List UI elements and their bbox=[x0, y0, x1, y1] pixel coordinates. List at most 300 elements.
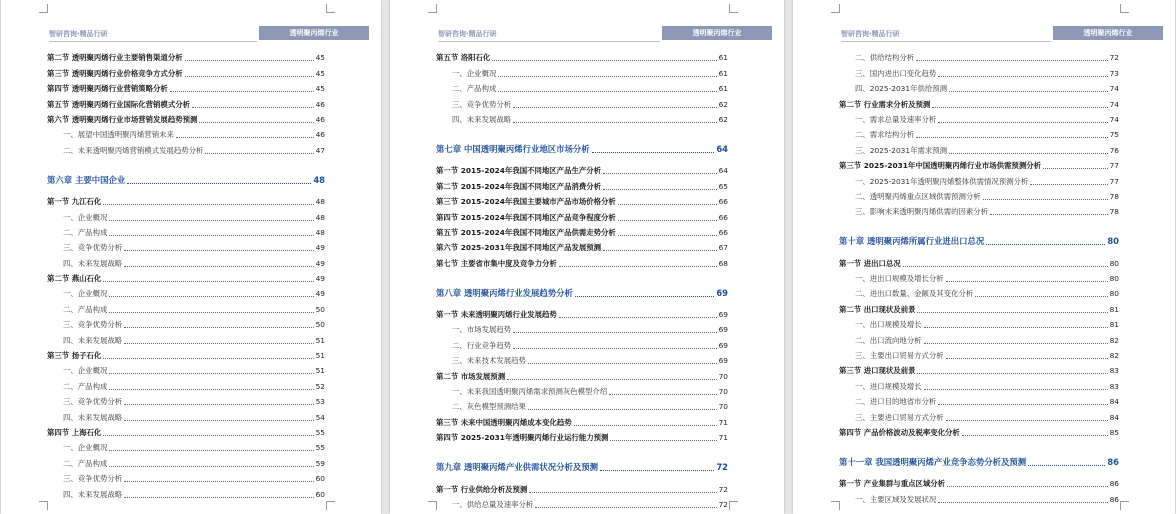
toc-page-number: 49 bbox=[315, 289, 325, 299]
toc-section-link[interactable] bbox=[47, 346, 325, 361]
dot-leader bbox=[917, 312, 1107, 313]
toc-subsection-link[interactable] bbox=[839, 125, 1119, 140]
toc-subsection-link[interactable] bbox=[839, 376, 1119, 391]
dot-leader bbox=[938, 502, 1107, 503]
dot-leader bbox=[917, 373, 1107, 374]
toc-page-number: 77 bbox=[1109, 161, 1119, 171]
dot-leader bbox=[603, 173, 717, 174]
toc-subsection-link[interactable] bbox=[47, 140, 325, 155]
dot-leader bbox=[109, 296, 313, 297]
toc-chapter-link[interactable] bbox=[436, 451, 728, 473]
toc-entry-title: 第一节 行业供给分析及预测 bbox=[436, 484, 528, 494]
table-of-contents bbox=[436, 48, 728, 510]
toc-entry-title: 第三节 进口现状及前景 bbox=[839, 366, 916, 376]
toc-entry-title: 一、企业概况 bbox=[63, 366, 108, 376]
toc-section-link[interactable] bbox=[47, 110, 325, 125]
dot-leader bbox=[535, 507, 716, 508]
toc-subsection-link[interactable] bbox=[436, 495, 728, 510]
toc-page-number: 86 bbox=[1109, 479, 1119, 489]
toc-subsection-link[interactable] bbox=[47, 361, 325, 376]
dot-leader bbox=[109, 389, 313, 390]
toc-entry-title: 一、企业概况 bbox=[63, 289, 108, 299]
toc-entry-title: 第六节 透明聚丙烯行业市场营销发展趋势预测 bbox=[47, 114, 198, 124]
toc-entry-title: 第三节 扬子石化 bbox=[47, 351, 102, 361]
toc-entry-title: 第二节 燕山石化 bbox=[47, 274, 102, 284]
toc-subsection-link[interactable] bbox=[839, 315, 1119, 330]
toc-entry-title: 第七章 中国透明聚丙烯行业地区市场分析 bbox=[436, 143, 590, 154]
toc-entry-title: 第六节 2025-2031年我国不同地区产品发展预测 bbox=[436, 243, 602, 253]
toc-entry-title: 一、企业概况 bbox=[63, 212, 108, 222]
toc-subsection-link[interactable] bbox=[839, 346, 1119, 361]
toc-subsection-link[interactable] bbox=[839, 330, 1119, 345]
toc-page-number: 48 bbox=[315, 227, 325, 237]
header-brand: 智研咨询·精品行研 bbox=[438, 30, 497, 38]
dot-leader bbox=[109, 312, 313, 313]
toc-page-number: 82 bbox=[1109, 335, 1119, 345]
toc-chapter-link[interactable] bbox=[436, 133, 728, 155]
toc-page-number: 50 bbox=[315, 304, 325, 314]
toc-section-link[interactable] bbox=[436, 223, 728, 238]
toc-entry-title: 第五节 洛阳石化 bbox=[436, 53, 491, 63]
dot-leader bbox=[962, 435, 1108, 436]
toc-page-number: 47 bbox=[315, 145, 325, 155]
dot-leader bbox=[170, 91, 314, 92]
toc-entry-title: 第五节 2015-2024年我国不同地区产品供需走势分析 bbox=[436, 227, 616, 237]
toc-entry-title: 一、供给总量及速率分析 bbox=[452, 499, 534, 509]
header-industry-tag: 透明聚丙烯行业 bbox=[1053, 26, 1163, 40]
toc-subsection-link[interactable] bbox=[47, 299, 325, 314]
header-industry-tag: 透明聚丙烯行业 bbox=[662, 26, 772, 40]
toc-subsection-link[interactable] bbox=[839, 284, 1119, 299]
toc-entry-title: 三、竞争优势分析 bbox=[63, 474, 123, 484]
toc-page-number: 81 bbox=[1109, 320, 1119, 330]
toc-subsection-link[interactable] bbox=[839, 407, 1119, 422]
toc-entry-title: 一、需求总量及速率分析 bbox=[855, 114, 937, 124]
toc-page-number: 46 bbox=[315, 114, 325, 124]
toc-subsection-link[interactable] bbox=[47, 207, 325, 222]
toc-page-number: 50 bbox=[315, 320, 325, 330]
dot-leader bbox=[924, 389, 1108, 390]
dot-leader bbox=[903, 266, 1108, 267]
toc-page-number: 84 bbox=[1109, 397, 1119, 407]
dot-leader bbox=[192, 107, 314, 108]
toc-entry-title: 一、进口规模及增长 bbox=[855, 381, 922, 391]
toc-subsection-link[interactable] bbox=[839, 48, 1119, 63]
document-page-2 bbox=[390, 0, 784, 514]
dot-leader bbox=[949, 91, 1108, 92]
toc-page-number: 49 bbox=[315, 258, 325, 268]
toc-entry-title: 第四节 上海石化 bbox=[47, 427, 102, 437]
toc-page-number: 54 bbox=[315, 412, 325, 422]
toc-entry-title: 第四节 产品价格波动及税率变化分析 bbox=[839, 427, 960, 437]
toc-page-number: 72 bbox=[1109, 53, 1119, 63]
toc-section-link[interactable] bbox=[839, 474, 1119, 489]
toc-page-number: 55 bbox=[315, 427, 325, 437]
toc-entry-title: 一、主要区域及发展状况 bbox=[855, 494, 937, 504]
toc-section-link[interactable] bbox=[47, 48, 325, 63]
toc-section-link[interactable] bbox=[839, 156, 1119, 171]
toc-page-number: 66 bbox=[718, 212, 728, 222]
toc-page-number: 69 bbox=[718, 310, 728, 320]
dot-leader bbox=[1030, 184, 1107, 185]
dot-leader bbox=[513, 107, 716, 108]
dot-leader bbox=[559, 266, 717, 267]
toc-entry-title: 第十一章 我国透明聚丙烯产业竞争态势分析及预测 bbox=[839, 456, 1027, 467]
toc-section-link[interactable] bbox=[839, 253, 1119, 268]
toc-subsection-link[interactable] bbox=[436, 335, 728, 350]
toc-entry-title: 二、供给结构分析 bbox=[855, 53, 915, 63]
toc-page-number: 80 bbox=[1109, 289, 1119, 299]
toc-page-number: 55 bbox=[315, 443, 325, 453]
toc-entry-title: 三、竞争优势分析 bbox=[63, 397, 123, 407]
toc-page-number: 82 bbox=[1109, 351, 1119, 361]
toc-subsection-link[interactable] bbox=[436, 397, 728, 412]
dot-leader bbox=[199, 122, 313, 123]
dot-leader bbox=[109, 220, 313, 221]
dot-leader bbox=[600, 470, 714, 471]
toc-chapter-link[interactable] bbox=[839, 225, 1119, 247]
dot-leader bbox=[103, 281, 313, 282]
toc-subsection-link[interactable] bbox=[839, 140, 1119, 155]
dot-leader bbox=[618, 220, 717, 221]
dot-leader bbox=[176, 137, 314, 138]
toc-entry-title: 二、产品构成 bbox=[63, 458, 108, 468]
page-header bbox=[11, 26, 369, 42]
toc-entry-title: 四、未来发展战略 bbox=[63, 489, 123, 499]
toc-page-number: 85 bbox=[1109, 427, 1119, 437]
toc-page-number: 64 bbox=[718, 166, 728, 176]
toc-entry-title: 第八章 透明聚丙烯行业发展趋势分析 bbox=[436, 287, 573, 298]
toc-subsection-link[interactable] bbox=[47, 315, 325, 330]
page-header bbox=[400, 26, 772, 42]
toc-subsection-link[interactable] bbox=[47, 376, 325, 391]
crop-mark bbox=[1120, 4, 1129, 13]
toc-entry-title: 四、未来发展战略 bbox=[63, 258, 123, 268]
toc-page-number: 65 bbox=[718, 181, 728, 191]
toc-subsection-link[interactable] bbox=[47, 392, 325, 407]
toc-subsection-link[interactable] bbox=[436, 382, 728, 397]
toc-entry-title: 第四节 透明聚丙烯行业营销策略分析 bbox=[47, 84, 168, 94]
dot-leader bbox=[946, 358, 1108, 359]
toc-entry-title: 第四节 2025-2031年透明聚丙烯行业运行能力预测 bbox=[436, 433, 609, 443]
dot-leader bbox=[185, 76, 314, 77]
toc-entry-title: 三、竞争优势分析 bbox=[452, 99, 512, 109]
toc-subsection-link[interactable] bbox=[47, 253, 325, 268]
toc-entry-title: 一、未来我国透明聚丙烯需求预测灰色模型介绍 bbox=[452, 387, 608, 397]
toc-entry-title: 二、进口目的地省市分析 bbox=[855, 397, 937, 407]
dot-leader bbox=[507, 379, 717, 380]
toc-subsection-link[interactable] bbox=[47, 223, 325, 238]
dot-leader bbox=[983, 199, 1108, 200]
toc-entry-title: 第三节 未来中国透明聚丙烯成本变化趋势 bbox=[436, 417, 572, 427]
toc-section-link[interactable] bbox=[839, 299, 1119, 314]
dot-leader bbox=[185, 60, 314, 61]
toc-page-number: 78 bbox=[1109, 191, 1119, 201]
dot-leader bbox=[1028, 465, 1105, 466]
toc-page-number: 72 bbox=[718, 484, 728, 494]
toc-page-number: 66 bbox=[718, 197, 728, 207]
toc-entry-title: 一、进出口规模及增长分析 bbox=[855, 274, 944, 284]
toc-entry-title: 二、未来透明聚丙烯营销模式发展趋势分析 bbox=[63, 145, 204, 155]
toc-page-number: 69 bbox=[718, 356, 728, 366]
dot-leader bbox=[1043, 168, 1108, 169]
document-page-1 bbox=[1, 0, 381, 514]
toc-entry-title: 二、行业竞争趋势 bbox=[452, 340, 512, 350]
crop-mark bbox=[729, 4, 738, 13]
toc-page-number: 66 bbox=[718, 227, 728, 237]
toc-subsection-link[interactable] bbox=[436, 110, 728, 125]
toc-section-link[interactable] bbox=[436, 207, 728, 222]
dot-leader bbox=[124, 497, 313, 498]
dot-leader bbox=[610, 440, 716, 441]
crop-mark bbox=[729, 501, 738, 510]
toc-subsection-link[interactable] bbox=[47, 484, 325, 499]
toc-subsection-link[interactable] bbox=[839, 489, 1119, 504]
toc-subsection-link[interactable] bbox=[839, 187, 1119, 202]
toc-subsection-link[interactable] bbox=[839, 269, 1119, 284]
document-page-3 bbox=[793, 0, 1175, 514]
toc-entry-title: 一、企业概况 bbox=[63, 443, 108, 453]
toc-section-link[interactable] bbox=[436, 192, 728, 207]
toc-entry-title: 第九章 透明聚丙烯产业供需状况分析及预测 bbox=[436, 462, 599, 473]
dot-leader bbox=[124, 266, 313, 267]
toc-section-link[interactable] bbox=[436, 238, 728, 253]
toc-page-number: 83 bbox=[1109, 381, 1119, 391]
toc-subsection-link[interactable] bbox=[839, 63, 1119, 78]
toc-section-link[interactable] bbox=[436, 479, 728, 494]
toc-subsection-link[interactable] bbox=[839, 110, 1119, 125]
toc-entry-title: 第十章 透明聚丙烯所属行业进出口总况 bbox=[839, 236, 985, 247]
toc-page-number: 60 bbox=[315, 489, 325, 499]
dot-leader bbox=[103, 435, 313, 436]
toc-section-link[interactable] bbox=[436, 161, 728, 176]
dot-leader bbox=[575, 296, 714, 297]
toc-entry-title: 第四节 2015-2024年我国不同地区产品竞争程度分析 bbox=[436, 212, 616, 222]
toc-entry-title: 三、主要进口贸易方式分析 bbox=[855, 412, 944, 422]
toc-page-number: 69 bbox=[718, 340, 728, 350]
toc-page-number: 74 bbox=[1109, 114, 1119, 124]
toc-page-number: 74 bbox=[1109, 84, 1119, 94]
toc-subsection-link[interactable] bbox=[47, 125, 325, 140]
toc-section-link[interactable] bbox=[436, 428, 728, 443]
toc-page-number: 60 bbox=[315, 474, 325, 484]
dot-leader bbox=[938, 76, 1107, 77]
crop-mark bbox=[326, 4, 335, 13]
toc-page-number: 68 bbox=[718, 258, 728, 268]
toc-entry-title: 二、产品构成 bbox=[63, 304, 108, 314]
toc-section-link[interactable] bbox=[436, 412, 728, 427]
toc-page-number: 77 bbox=[1109, 176, 1119, 186]
toc-section-link[interactable] bbox=[436, 48, 728, 63]
toc-chapter-link[interactable] bbox=[436, 277, 728, 299]
toc-subsection-link[interactable] bbox=[47, 330, 325, 345]
toc-entry-title: 第二节 市场发展预测 bbox=[436, 371, 506, 381]
toc-subsection-link[interactable] bbox=[47, 438, 325, 453]
toc-subsection-link[interactable] bbox=[436, 351, 728, 366]
toc-subsection-link[interactable] bbox=[839, 79, 1119, 94]
toc-page-number: 59 bbox=[315, 458, 325, 468]
toc-entry-title: 第一节 九江石化 bbox=[47, 197, 102, 207]
dot-leader bbox=[618, 204, 717, 205]
toc-entry-title: 第二节 2015-2024年我国不同地区产品消费分析 bbox=[436, 181, 602, 191]
toc-page-number: 51 bbox=[315, 351, 325, 361]
toc-subsection-link[interactable] bbox=[839, 202, 1119, 217]
toc-chapter-link[interactable] bbox=[839, 446, 1119, 468]
dot-leader bbox=[498, 76, 716, 77]
dot-leader bbox=[609, 394, 716, 395]
toc-subsection-link[interactable] bbox=[436, 320, 728, 335]
dot-leader bbox=[986, 244, 1105, 245]
toc-page-number: 48 bbox=[313, 174, 325, 185]
toc-entry-title: 第一节 产业集群与重点区域分析 bbox=[839, 479, 946, 489]
toc-page-number: 51 bbox=[315, 366, 325, 376]
dot-leader bbox=[603, 189, 717, 190]
toc-entry-title: 第五节 透明聚丙烯行业国际化营销模式分析 bbox=[47, 99, 190, 109]
toc-page-number: 81 bbox=[1109, 304, 1119, 314]
toc-page-number: 52 bbox=[315, 381, 325, 391]
toc-section-link[interactable] bbox=[839, 94, 1119, 109]
toc-section-link[interactable] bbox=[47, 94, 325, 109]
dot-leader bbox=[513, 348, 716, 349]
toc-page-number: 72 bbox=[718, 499, 728, 509]
dot-leader bbox=[109, 450, 313, 451]
toc-entry-title: 第三节 2025-2031年中国透明聚丙烯行业市场供需预测分析 bbox=[839, 161, 1041, 171]
toc-page-number: 62 bbox=[718, 99, 728, 109]
toc-page-number: 61 bbox=[718, 84, 728, 94]
toc-section-link[interactable] bbox=[47, 192, 325, 207]
toc-page-number: 78 bbox=[1109, 207, 1119, 217]
dot-leader bbox=[938, 404, 1107, 405]
dot-leader bbox=[947, 486, 1108, 487]
dot-leader bbox=[528, 409, 717, 410]
toc-page-number: 70 bbox=[718, 387, 728, 397]
toc-entry-title: 二、出口流向地分析 bbox=[855, 335, 922, 345]
crop-mark bbox=[1120, 501, 1129, 510]
toc-page-number: 46 bbox=[315, 130, 325, 140]
dot-leader bbox=[938, 122, 1107, 123]
toc-section-link[interactable] bbox=[47, 423, 325, 438]
toc-page-number: 61 bbox=[718, 68, 728, 78]
dot-leader bbox=[924, 327, 1108, 328]
toc-page-number: 64 bbox=[716, 143, 728, 154]
toc-page-number: 70 bbox=[718, 402, 728, 412]
toc-subsection-link[interactable] bbox=[436, 79, 728, 94]
dot-leader bbox=[498, 91, 716, 92]
dot-leader bbox=[124, 404, 313, 405]
toc-page-number: 70 bbox=[718, 371, 728, 381]
toc-subsection-link[interactable] bbox=[47, 469, 325, 484]
toc-subsection-link[interactable] bbox=[436, 94, 728, 109]
dot-leader bbox=[618, 235, 717, 236]
toc-chapter-link[interactable] bbox=[47, 164, 325, 186]
dot-leader bbox=[592, 152, 715, 153]
toc-page-number: 86 bbox=[1109, 494, 1119, 504]
crop-mark bbox=[39, 501, 48, 510]
dot-leader bbox=[946, 281, 1108, 282]
dot-leader bbox=[949, 153, 1108, 154]
toc-page-number: 48 bbox=[315, 197, 325, 207]
toc-entry-title: 四、未来发展战略 bbox=[63, 412, 123, 422]
toc-section-link[interactable] bbox=[436, 305, 728, 320]
dot-leader bbox=[109, 373, 313, 374]
toc-entry-title: 四、未来发展战略 bbox=[452, 114, 512, 124]
toc-page-number: 49 bbox=[315, 274, 325, 284]
dot-leader bbox=[946, 420, 1108, 421]
header-rule bbox=[49, 41, 257, 42]
toc-page-number: 69 bbox=[718, 325, 728, 335]
toc-entry-title: 三、2025-2031年需求预测 bbox=[855, 145, 948, 155]
toc-page-number: 61 bbox=[718, 53, 728, 63]
toc-entry-title: 一、市场发展趋势 bbox=[452, 325, 512, 335]
dot-leader bbox=[529, 492, 716, 493]
toc-section-link[interactable] bbox=[436, 366, 728, 381]
toc-page-number: 53 bbox=[315, 397, 325, 407]
crop-mark bbox=[326, 501, 335, 510]
toc-section-link[interactable] bbox=[839, 423, 1119, 438]
dot-leader bbox=[109, 466, 313, 467]
dot-leader bbox=[924, 343, 1108, 344]
toc-entry-title: 四、2025-2031年供给预测 bbox=[855, 84, 948, 94]
toc-entry-title: 第七节 主要省市集中度及竞争力分析 bbox=[436, 258, 557, 268]
toc-page-number: 45 bbox=[315, 53, 325, 63]
dot-leader bbox=[513, 122, 716, 123]
toc-page-number: 83 bbox=[1109, 366, 1119, 376]
toc-section-link[interactable] bbox=[839, 361, 1119, 376]
header-brand: 智研咨询·精品行研 bbox=[49, 30, 108, 38]
toc-subsection-link[interactable] bbox=[47, 238, 325, 253]
toc-entry-title: 第二节 出口现状及前景 bbox=[839, 304, 916, 314]
toc-entry-title: 二、灰色模型预测结果 bbox=[452, 402, 526, 412]
page-header bbox=[803, 26, 1163, 42]
toc-page-number: 71 bbox=[718, 417, 728, 427]
toc-entry-title: 三、主要出口贸易方式分析 bbox=[855, 351, 944, 361]
dot-leader bbox=[603, 250, 717, 251]
toc-page-number: 49 bbox=[315, 243, 325, 253]
toc-entry-title: 一、出口规模及增长 bbox=[855, 320, 922, 330]
toc-entry-title: 三、竞争优势分析 bbox=[63, 243, 123, 253]
toc-section-link[interactable] bbox=[47, 79, 325, 94]
dot-leader bbox=[513, 332, 716, 333]
toc-subsection-link[interactable] bbox=[839, 171, 1119, 186]
toc-entry-title: 第二节 透明聚丙烯行业主要销售渠道分析 bbox=[47, 53, 183, 63]
dot-leader bbox=[990, 214, 1108, 215]
toc-entry-title: 三、未来技术发展趋势 bbox=[452, 356, 526, 366]
toc-subsection-link[interactable] bbox=[436, 63, 728, 78]
toc-entry-title: 一、企业概况 bbox=[452, 68, 497, 78]
toc-subsection-link[interactable] bbox=[47, 453, 325, 468]
toc-page-number: 74 bbox=[1109, 99, 1119, 109]
toc-entry-title: 第三节 透明聚丙烯行业价格竞争方式分析 bbox=[47, 68, 183, 78]
toc-subsection-link[interactable] bbox=[47, 284, 325, 299]
toc-entry-title: 一、2025-2031年透明聚丙烯整体供需情况预测分析 bbox=[855, 176, 1029, 186]
toc-section-link[interactable] bbox=[436, 176, 728, 191]
toc-page-number: 73 bbox=[1109, 68, 1119, 78]
toc-section-link[interactable] bbox=[436, 253, 728, 268]
toc-entry-title: 二、进出口数量、金额及其变化分析 bbox=[855, 289, 974, 299]
toc-page-number: 69 bbox=[716, 287, 728, 298]
toc-page-number: 45 bbox=[315, 84, 325, 94]
dot-leader bbox=[127, 183, 311, 184]
toc-subsection-link[interactable] bbox=[47, 407, 325, 422]
toc-section-link[interactable] bbox=[47, 269, 325, 284]
toc-section-link[interactable] bbox=[47, 63, 325, 78]
dot-leader bbox=[124, 250, 313, 251]
toc-entry-title: 二、产品构成 bbox=[63, 381, 108, 391]
toc-page-number: 76 bbox=[1109, 145, 1119, 155]
toc-entry-title: 第三节 2015-2024年我国主要城市产品市场价格分析 bbox=[436, 197, 616, 207]
toc-subsection-link[interactable] bbox=[839, 392, 1119, 407]
toc-page-number: 71 bbox=[718, 433, 728, 443]
